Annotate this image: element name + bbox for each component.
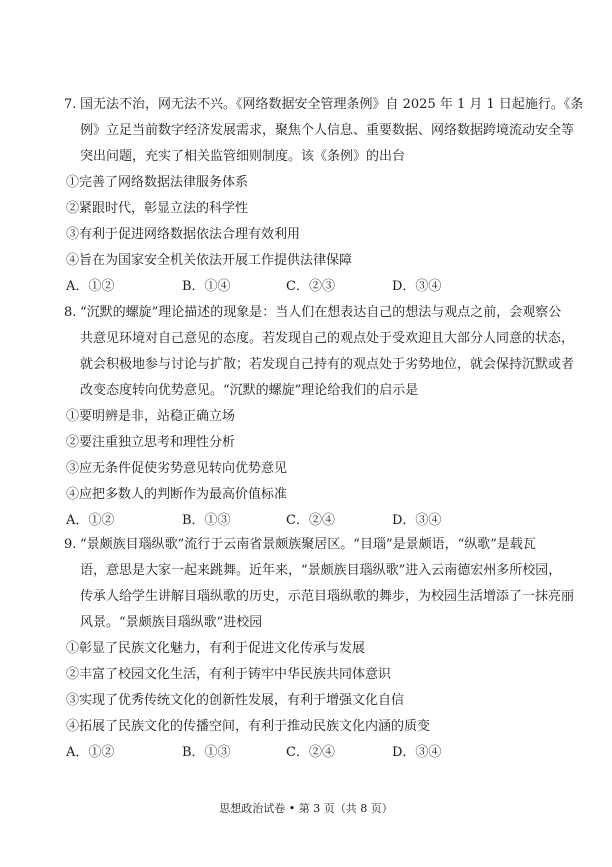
question-stem-line: 7. 国无法不治，网无法不兴。《网络数据安全管理条例》自 2025 年 1 月 1 日起施行。《条 (64, 92, 574, 118)
question-stem-line: 突出问题，充实了相关监管细则制度。该《条例》的出台 (80, 149, 406, 164)
choice-d: D．③④ (392, 745, 442, 760)
statement-option: ②紧跟时代，彰显立法的科学性 (66, 201, 249, 216)
question-7 (64, 92, 584, 300)
question-stem-line: 共意见环境对自己意见的态度。若发现自己的观点处于受欢迎且大部分人同意的状态， (80, 331, 575, 346)
question-stem-line: 传承人给学生讲解目瑙纵歌的历史，示范目瑙纵歌的舞步，为校园生活增添了一抹亮丽 (80, 589, 575, 604)
choice-c: C．②④ (286, 513, 335, 528)
question-9 (64, 532, 574, 766)
statement-option: ①彰显了民族文化魅力，有利于促进文化传承与发展 (66, 641, 366, 656)
question-stem-line: 例》立足当前数字经济发展需求，聚焦个人信息、重要数据、网络数据跨境流动安全等 (80, 123, 575, 138)
question-number: 7. (64, 97, 77, 112)
question-stem-line: 8. “沉默的螺旋”理论描述的现象是：当人们在想表达自己的想法与观点之前，会观察公 (64, 300, 574, 326)
statement-option: ③实现了优秀传统文化的创新性发展，有利于增强文化自信 (66, 693, 405, 708)
choice-a: A．①② (66, 513, 115, 528)
statement-option: ①要明辨是非，站稳正确立场 (66, 409, 236, 424)
choice-b: B．①③ (182, 745, 231, 760)
question-number: 9. (64, 537, 77, 552)
question-stem-line: 9. “景颇族目瑙纵歌”流行于云南省景颇族聚居区。“目瑙”是景颇语，“纵歌”是载瓦 (64, 532, 574, 558)
statement-option: ③有利于促进网络数据依法合理有效利用 (66, 227, 301, 242)
question-number: 8. (64, 305, 77, 320)
statement-option: ②要注重独立思考和理性分析 (66, 435, 236, 450)
answer-choices (64, 274, 574, 300)
statement-option: ④旨在为国家安全机关依法开展工作提供法律保障 (66, 253, 353, 268)
question-8 (64, 300, 574, 534)
question-stem-line: 改变态度转向优势意见。“沉默的螺旋”理论给我们的启示是 (80, 383, 419, 398)
question-stem-line: 就会积极地参与讨论与扩散；若发现自己持有的观点处于劣势地位，就会保持沉默或者 (80, 357, 575, 372)
choice-a: A．①② (66, 279, 115, 294)
statement-option: ④应把多数人的判断作为最高价值标准 (66, 487, 288, 502)
question-stem-line: 语，意思是大家一起来跳舞。近年来，“景颇族目瑙纵歌”进入云南德宏州多所校园， (80, 563, 562, 578)
choice-b: B．①③ (182, 513, 231, 528)
statement-option: ②丰富了校园文化生活，有利于铸牢中华民族共同体意识 (66, 667, 392, 682)
choice-b: B．①④ (182, 279, 231, 294)
choice-c: C．②④ (286, 745, 335, 760)
choice-d: D．③④ (392, 513, 442, 528)
answer-choices (64, 508, 574, 534)
choice-d: D．③④ (392, 279, 442, 294)
choice-c: C．②③ (286, 279, 335, 294)
choice-a: A．①② (66, 745, 115, 760)
question-stem-line: 风景。“景颇族目瑙纵歌”进校园 (80, 615, 263, 630)
page-footer: 思想政治试卷 • 第 3 页（共 8 页） (219, 802, 393, 815)
statement-option: ③应无条件促使劣势意见转向优势意见 (66, 461, 288, 476)
answer-choices (64, 740, 574, 766)
statement-option: ①完善了网络数据法律服务体系 (66, 175, 249, 190)
statement-option: ④拓展了民族文化的传播空间，有利于推动民族文化内涵的质变 (66, 719, 431, 734)
